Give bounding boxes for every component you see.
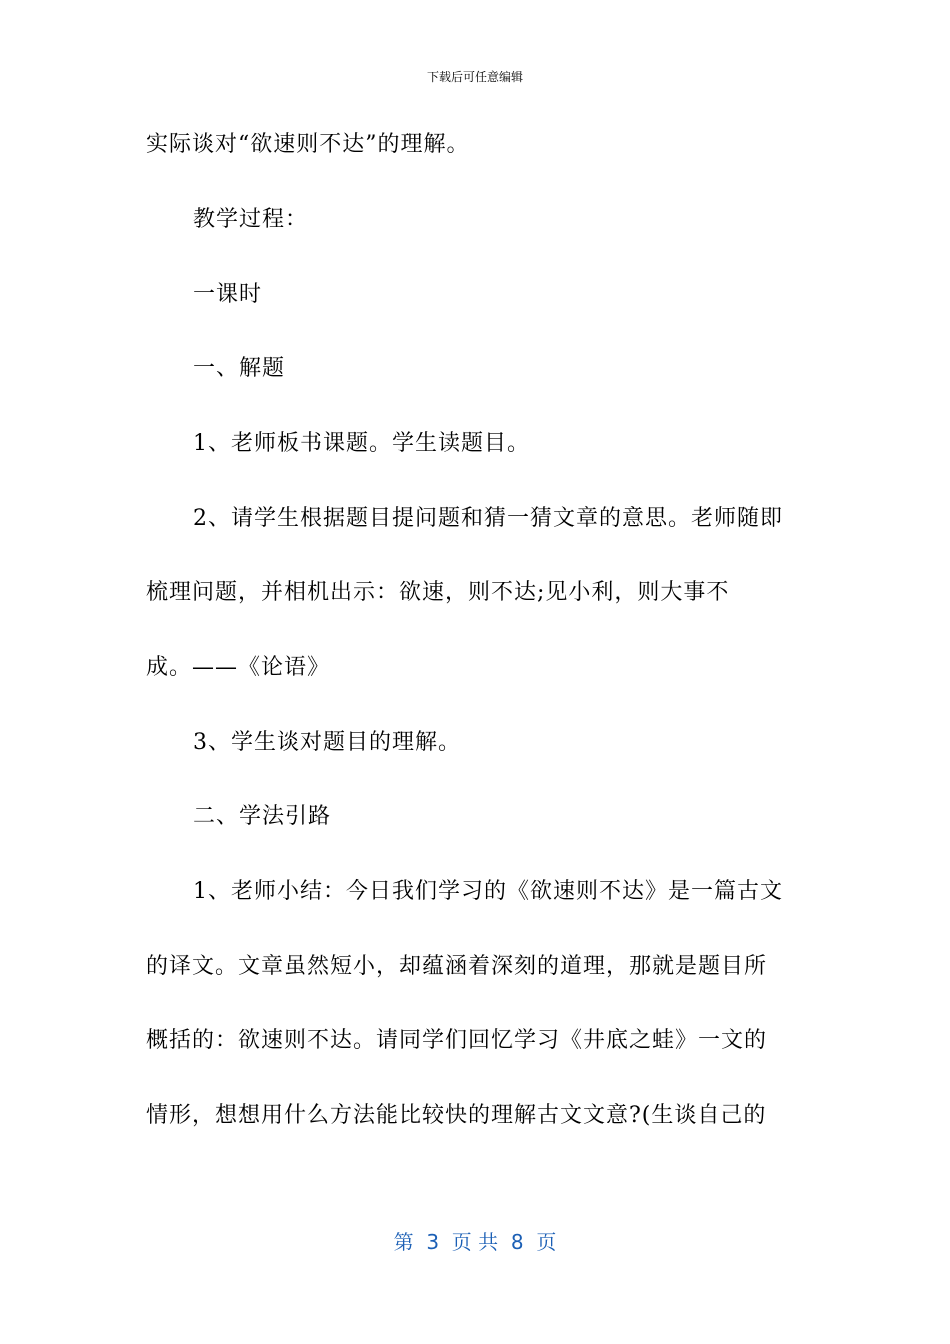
- page-number-footer: 第 3 页 共 8 页: [393, 1230, 557, 1254]
- paragraph-line: 1、老师小结：今日我们学习的《欲速则不达》是一篇古文: [193, 879, 783, 904]
- paragraph-line: 概括的：欲速则不达。请同学们回忆学习《井底之蛙》一文的: [146, 1028, 768, 1053]
- paragraph-line: 梳理问题，并相机出示：欲速，则不达;见小利，则大事不: [146, 580, 730, 605]
- paragraph-line: 1、老师板书课题。学生读题目。: [193, 431, 530, 456]
- paragraph-line: 实际谈对“欲速则不达”的理解。: [146, 132, 470, 157]
- paragraph-line: 2、请学生根据题目提问题和猜一猜文章的意思。老师随即: [193, 506, 783, 531]
- paragraph-line: 二、学法引路: [193, 804, 332, 829]
- paragraph-line: 教学过程：: [193, 207, 309, 232]
- paragraph-line: 情形，想想用什么方法能比较快的理解古文文意?(生谈自己的: [146, 1103, 767, 1128]
- paragraph-line: 成。——《论语》: [146, 655, 331, 680]
- paragraph-line: 的译文。文章虽然短小，却蕴涵着深刻的道理，那就是题目所: [146, 954, 768, 979]
- paragraph-line: 3、学生谈对题目的理解。: [193, 730, 461, 755]
- paragraph-line: 一、解题: [193, 356, 286, 381]
- paragraph-line: 一课时: [193, 282, 263, 307]
- header-note: 下载后可任意编辑: [426, 70, 523, 84]
